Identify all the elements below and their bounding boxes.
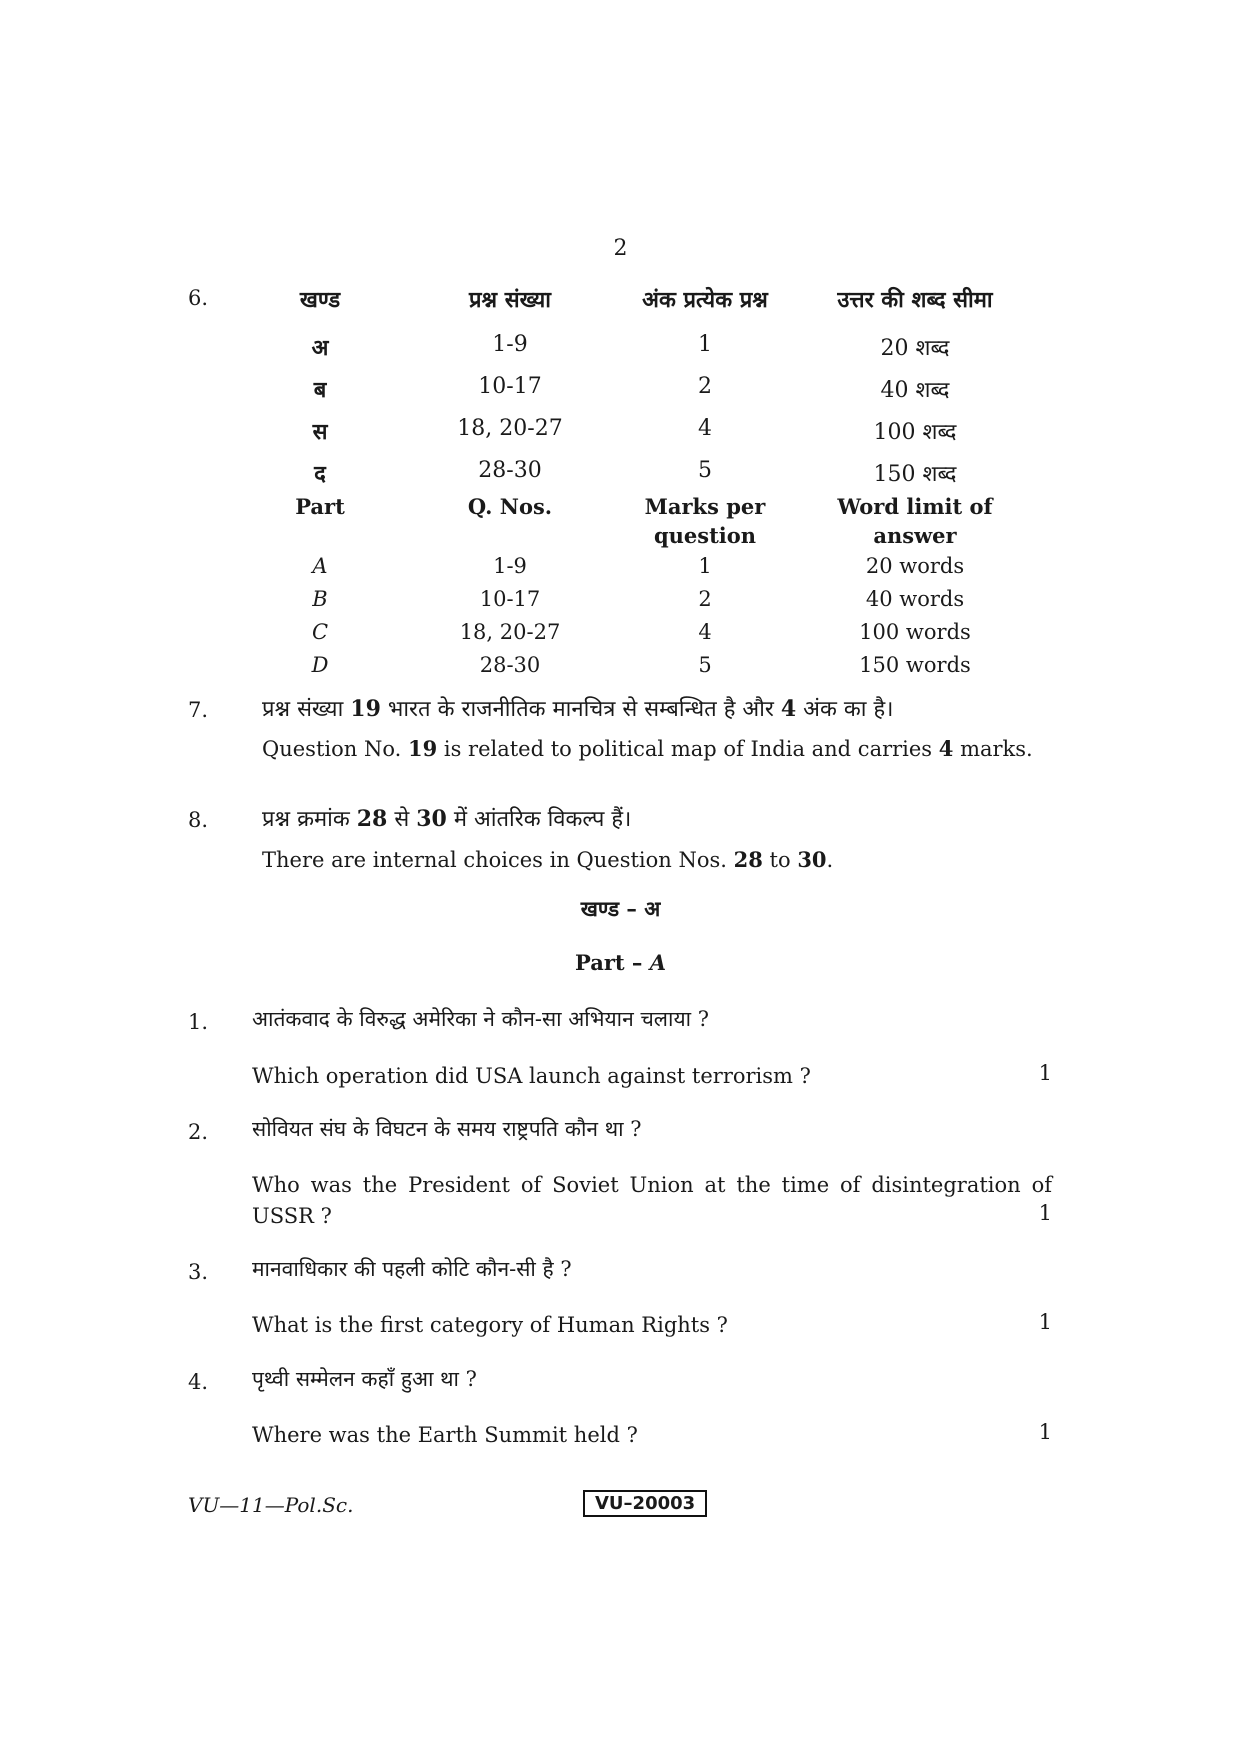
question-1-english: Which operation did USA launch against terrorism ?: [252, 1064, 811, 1088]
english-header-marks: Marks per question: [644, 494, 766, 548]
table-row: [280, 458, 1020, 492]
table-cell: 1-9: [493, 554, 527, 578]
english-header-row: [280, 492, 1020, 554]
hindi-header-qnos: प्रश्न संख्या: [469, 287, 551, 313]
table-row: [280, 653, 1020, 686]
question-4-marks: 1: [1038, 1420, 1052, 1444]
question-3-marks: 1: [1038, 1310, 1052, 1334]
text: There are internal choices in Question Nos.: [262, 848, 734, 872]
question-1-number: 1.: [188, 1010, 209, 1034]
question-2-number: 2.: [188, 1120, 209, 1144]
table-cell: 10-17: [479, 587, 541, 611]
table-cell: B: [312, 587, 328, 611]
item-8-hindi: [262, 804, 1052, 835]
text: भारत के राजनीतिक मानचित्र से सम्बन्धित है और: [380, 697, 781, 722]
question-3-english: What is the first category of Human Rights ?: [252, 1313, 728, 1337]
text: is related to political map of India and carries: [437, 737, 939, 761]
table-cell: 5: [698, 458, 712, 483]
table-cell: 18, 20-27: [459, 620, 561, 644]
table-cell: 150 शब्द: [873, 462, 957, 487]
text: अंक का है।: [796, 697, 894, 722]
text: marks.: [953, 737, 1033, 761]
table-cell: 40 शब्द: [880, 378, 950, 403]
marks-ref: 4: [938, 736, 954, 761]
hindi-header-row: [280, 284, 1020, 332]
item-6-number: 6.: [188, 286, 209, 310]
text: प्रश्न क्रमांक: [262, 807, 357, 832]
text: Question No.: [262, 737, 408, 761]
table-cell: 2: [698, 587, 712, 611]
item-8-number: 8.: [188, 808, 209, 832]
table-cell: 2: [698, 374, 712, 399]
table-row: [280, 332, 1020, 374]
question-ref: 19: [407, 736, 438, 761]
item-7-hindi: [262, 694, 1052, 725]
table-row: [280, 416, 1020, 458]
table-cell: 18, 20-27: [457, 416, 563, 441]
question-2-hindi: सोवियत संघ के विघटन के समय राष्ट्रपति कौन था ?: [252, 1117, 642, 1141]
text: में आंतरिक विकल्प हैं।: [446, 807, 632, 832]
question-4-english: Where was the Earth Summit held ?: [252, 1423, 638, 1447]
hindi-header-marks: अंक प्रत्येक प्रश्न: [642, 287, 768, 313]
table-cell: 20 शब्द: [880, 336, 950, 361]
question-1-hindi: आतंकवाद के विरुद्ध अमेरिका ने कौन-सा अभियान चलाया ?: [252, 1007, 710, 1031]
question-1-marks: 1: [1038, 1061, 1052, 1085]
table-cell: 28-30: [478, 458, 542, 483]
marks-table: [280, 284, 1020, 686]
table-cell: 1: [698, 332, 712, 357]
table-cell: 20 words: [865, 554, 965, 578]
question-ref: 28: [733, 847, 763, 872]
footer-paper-code: VU–20003: [583, 1490, 707, 1517]
question-ref: 30: [416, 806, 447, 832]
table-cell: 100 शब्द: [873, 420, 957, 445]
table-cell: A: [312, 554, 328, 578]
text: to: [762, 848, 798, 872]
text: A: [649, 950, 667, 975]
table-cell: 10-17: [478, 374, 542, 399]
table-cell: 4: [698, 416, 712, 441]
hindi-header-part: खण्ड: [299, 287, 341, 313]
table-cell: द: [314, 461, 326, 487]
table-cell: 150 words: [859, 653, 971, 677]
table-cell: 1-9: [492, 332, 528, 357]
table-cell: अ: [311, 335, 329, 361]
table-cell: 40 words: [865, 587, 965, 611]
english-header-part: Part: [295, 494, 345, 519]
item-7-english: [262, 734, 1052, 764]
item-7-number: 7.: [188, 698, 209, 722]
item-8-english: [262, 845, 1052, 875]
hindi-header-words: उत्तर की शब्द सीमा: [837, 287, 993, 313]
table-cell: C: [311, 620, 329, 644]
footer-subject-code: VU—11—Pol.Sc.: [188, 1493, 354, 1517]
table-cell: ब: [313, 377, 327, 403]
english-header-qnos: Q. Nos.: [467, 494, 553, 519]
question-ref: 19: [350, 696, 381, 722]
table-cell: D: [311, 653, 329, 677]
section-heading-hindi: खण्ड – अ: [580, 896, 661, 921]
question-ref: 28: [356, 806, 388, 832]
english-header-words: Word limit of answer: [837, 494, 993, 548]
marks-ref: 4: [780, 696, 797, 722]
text: Part –: [574, 950, 650, 975]
table-row: [280, 620, 1020, 653]
table-row: [280, 587, 1020, 620]
table-row: [280, 554, 1020, 587]
question-2-english: Who was the President of Soviet Union at the time of disintegration of USSR ?: [252, 1173, 1052, 1228]
text: से: [387, 807, 417, 832]
table-cell: 5: [698, 653, 712, 677]
table-cell: स: [312, 419, 328, 445]
table-cell: 1: [698, 554, 712, 578]
table-cell: 28-30: [479, 653, 541, 677]
text: प्रश्न संख्या: [262, 697, 351, 722]
question-3-hindi: मानवाधिकार की पहली कोटि कौन-सी है ?: [252, 1257, 572, 1281]
page-number: 2: [613, 236, 628, 261]
table-cell: 4: [698, 620, 712, 644]
question-2-marks: 1: [1038, 1201, 1052, 1225]
question-4-hindi: पृथ्वी सम्मेलन कहाँ हुआ था ?: [252, 1367, 477, 1391]
table-cell: 100 words: [859, 620, 971, 644]
text: .: [826, 848, 834, 872]
question-ref: 30: [797, 847, 827, 872]
table-row: [280, 374, 1020, 416]
section-heading-english: [0, 950, 1241, 975]
question-3-number: 3.: [188, 1260, 209, 1284]
question-4-number: 4.: [188, 1370, 209, 1394]
